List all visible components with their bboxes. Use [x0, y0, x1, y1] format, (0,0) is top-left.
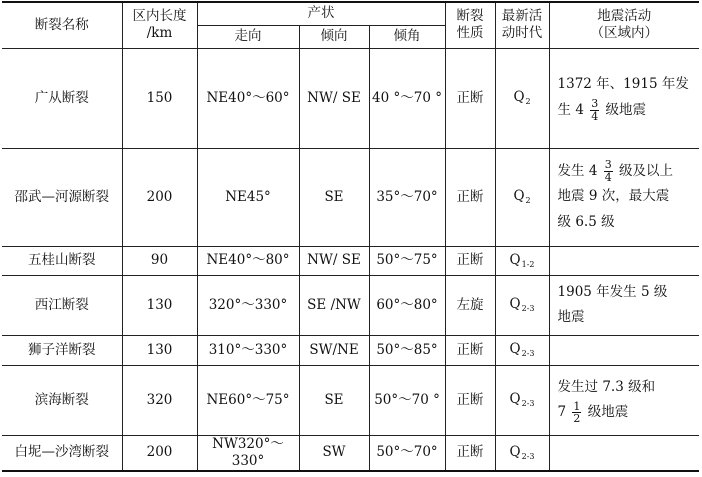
age-base: Q	[509, 391, 521, 408]
header-strike: 走向	[197, 25, 299, 48]
header-length	[122, 2, 197, 48]
fault-length: 150	[122, 48, 197, 148]
fault-dip-angle: 50°～85°	[369, 335, 445, 365]
fault-strike: 320°～330°	[197, 275, 299, 335]
fraction	[590, 98, 599, 122]
header-quake	[549, 2, 699, 48]
fault-dip-dir: SE	[299, 365, 369, 435]
fault-age	[495, 148, 549, 246]
header-age-line1: 最新活	[501, 8, 543, 25]
age-base: Q	[513, 188, 525, 204]
quake-text: 级及以上	[619, 162, 674, 179]
fault-name: 广从断裂	[2, 48, 122, 148]
fault-quake	[549, 275, 699, 335]
fault-nature: 正断	[445, 148, 495, 246]
age-sub: 2-3	[521, 399, 535, 409]
fault-dip-angle: 40 °～70 °	[369, 48, 445, 148]
age-sub: 2	[525, 196, 531, 205]
fault-age	[495, 335, 549, 365]
header-length-line2: /km	[146, 25, 173, 42]
header-age	[495, 2, 549, 48]
fault-dip-dir: NW/ SE	[299, 48, 369, 148]
table-row	[2, 246, 699, 275]
fault-name: 白坭—沙湾断裂	[2, 435, 122, 470]
fault-quake	[549, 435, 699, 470]
fault-strike: 310°～330°	[197, 335, 299, 365]
fault-dip-angle: 50°～70°	[369, 435, 445, 470]
fault-length: 320	[122, 365, 197, 435]
quake-text: 1905 年发生 5 级	[557, 283, 668, 300]
fault-quake	[549, 48, 699, 148]
fraction	[604, 159, 613, 183]
fault-dip-dir: SW	[299, 435, 369, 470]
fault-strike: NE60°～75°	[197, 365, 299, 435]
fault-name: 滨海断裂	[2, 365, 122, 435]
fraction-numerator: 3	[604, 157, 612, 171]
fraction-denominator: 4	[604, 170, 612, 184]
fraction-numerator: 3	[591, 97, 599, 111]
fault-strike: NE40°～60°	[197, 48, 299, 148]
fault-name: 五桂山断裂	[2, 246, 122, 275]
header-nature-line2: 性质	[456, 25, 484, 42]
age-sub: 2-3	[521, 349, 535, 359]
fault-length: 90	[122, 246, 197, 275]
fault-age	[495, 246, 549, 275]
fault-dip-angle: 50°～75°	[369, 246, 445, 275]
quake-text: 级 6.5 级	[557, 213, 615, 230]
age-base: Q	[509, 341, 521, 358]
fraction-denominator: 4	[591, 110, 599, 123]
fault-name: 狮子洋断裂	[2, 335, 122, 365]
age-sub: 2	[525, 97, 531, 106]
fault-age	[495, 275, 549, 335]
age-base: Q	[509, 251, 521, 268]
header-name: 断裂名称	[2, 2, 122, 48]
fault-strike: NE40°～80°	[197, 246, 299, 275]
fault-dip-dir: NW/ SE	[299, 246, 369, 275]
fault-quake	[549, 335, 699, 365]
fault-quake	[549, 148, 699, 246]
fault-nature: 正断	[445, 246, 495, 275]
fault-name: 邵武—河源断裂	[2, 148, 122, 246]
fault-strike: NE45°	[197, 148, 299, 246]
fault-nature: 正断	[445, 365, 495, 435]
quake-text: 7	[557, 404, 567, 421]
table-row	[2, 335, 699, 365]
fraction-numerator: 1	[573, 399, 581, 413]
header-length-line1: 区内长度	[132, 8, 187, 25]
fault-age	[495, 365, 549, 435]
fault-table	[2, 1, 699, 472]
age-sub: 2-3	[521, 304, 535, 314]
table-row	[2, 275, 699, 335]
fault-nature: 正断	[445, 435, 495, 470]
fraction	[572, 401, 581, 425]
table-row	[2, 48, 699, 148]
quake-text: 发生过 7.3 级和	[557, 378, 656, 395]
quake-text: 发生 4	[557, 162, 598, 179]
quake-text: 1372 年、1915 年发	[557, 76, 689, 93]
fault-name: 西江断裂	[2, 275, 122, 335]
age-base: Q	[509, 296, 521, 313]
age-base: Q	[509, 443, 521, 460]
quake-text: 级地震	[587, 404, 629, 421]
header-dip-dir: 倾向	[299, 25, 369, 48]
fault-dip-dir: SW/NE	[299, 335, 369, 365]
header-attitude: 产状	[197, 2, 445, 25]
quake-text: 生 4	[557, 102, 584, 118]
fault-length: 130	[122, 335, 197, 365]
fault-nature: 正断	[445, 48, 495, 148]
table-row	[2, 365, 699, 435]
table-row	[2, 435, 699, 470]
header-quake-line2: （区域内）	[590, 25, 659, 42]
fault-dip-angle: 35°～70°	[369, 148, 445, 246]
table-row	[2, 148, 699, 246]
age-sub: 2-3	[521, 451, 535, 461]
fault-dip-dir: SE /NW	[299, 275, 369, 335]
header-quake-line1: 地震活动	[597, 8, 652, 25]
fault-nature: 左旋	[445, 275, 495, 335]
header-age-line2: 动时代	[501, 25, 543, 42]
fault-dip-dir: SE	[299, 148, 369, 246]
age-sub: 1-2	[521, 259, 535, 269]
fault-length: 200	[122, 435, 197, 470]
fault-age	[495, 48, 549, 148]
fault-nature: 正断	[445, 335, 495, 365]
fault-dip-angle: 50°～70 °	[369, 365, 445, 435]
header-dip-angle: 倾角	[369, 25, 445, 48]
header-row-1	[2, 2, 699, 25]
fault-quake	[549, 365, 699, 435]
fault-age	[495, 435, 549, 470]
fraction-denominator: 2	[573, 412, 581, 426]
quake-text: 地震	[557, 309, 585, 326]
header-nature-line1: 断裂	[456, 8, 484, 25]
quake-text: 地震 9 次，最大震	[557, 188, 670, 205]
fault-length: 200	[122, 148, 197, 246]
age-base: Q	[513, 89, 525, 105]
fault-dip-angle: 60°～80°	[369, 275, 445, 335]
quake-text: 级地震	[605, 102, 647, 118]
fault-length: 130	[122, 275, 197, 335]
header-nature	[445, 2, 495, 48]
fault-strike: NW320°～330°	[197, 435, 299, 470]
fault-quake	[549, 246, 699, 275]
